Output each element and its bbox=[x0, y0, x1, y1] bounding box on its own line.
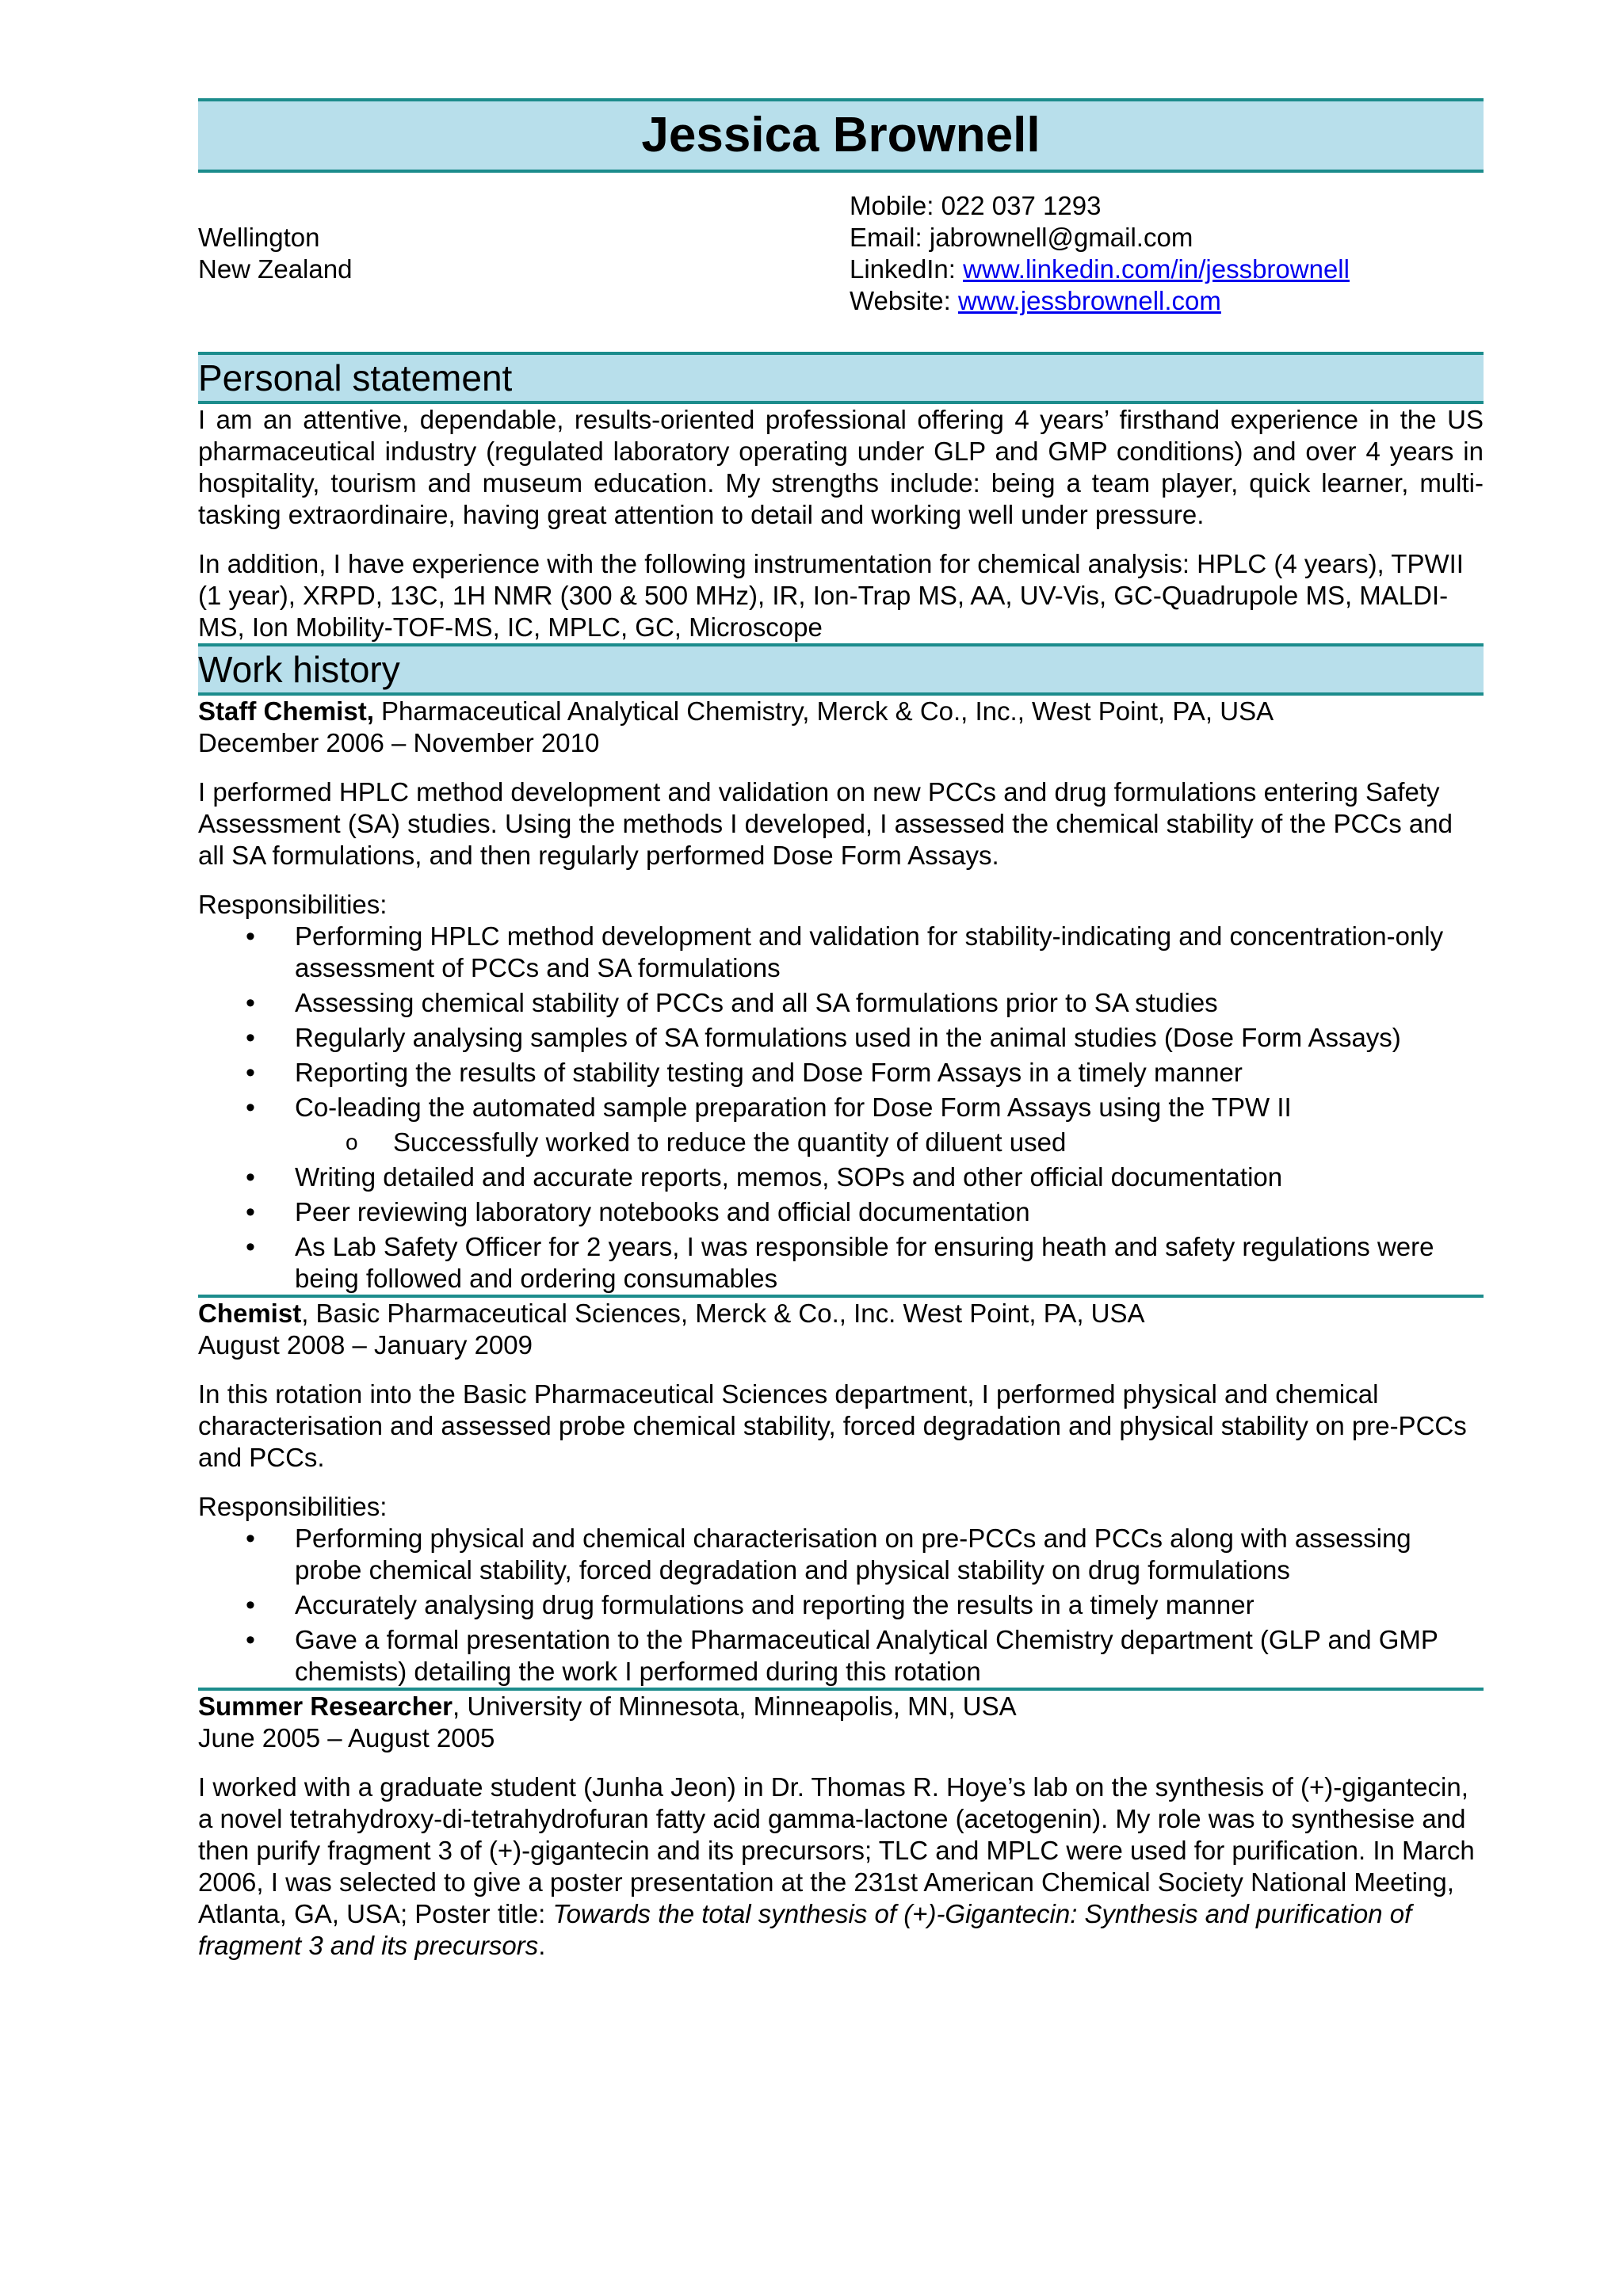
job-title: Summer Researcher bbox=[198, 1691, 453, 1721]
name-banner bbox=[198, 98, 1484, 173]
country: New Zealand bbox=[198, 254, 353, 284]
job-summary: In this rotation into the Basic Pharmaceutical Sciences department, I performed physical and chemical characterisation and assessed probe chemical stability, forced degradation and physical stability on pre-PCCs and PCCs. bbox=[198, 1379, 1467, 1472]
list-item: • As Lab Safety Officer for 2 years, I was responsible for ensuring heath and safety regulations were being followed and ordering consumables bbox=[198, 1231, 1484, 1295]
list-item: • Performing physical and chemical characterisation on pre-PCCs and PCCs along with assessing probe chemical stability, forced degradation and physical stability on drug formulations bbox=[198, 1523, 1484, 1586]
list-item: • Writing detailed and accurate reports, memos, SOPs and other official documentation bbox=[198, 1161, 1484, 1193]
instrumentation-text: In addition, I have experience with the following instrumentation for chemical analysis: HPLC (4 years), TPWII (1 year), XRPD, 13C, 1H NMR (300 & 500 MHz), IR, Ion-Trap MS, AA, UV-Vis, GC-Quadrupole MS, MALDI-MS, Ion Mobility-TOF-MS, IC, MPLC, GC, Microscope bbox=[198, 549, 1464, 642]
job-title-line bbox=[198, 696, 1484, 727]
list-item: • Peer reviewing laboratory notebooks and official documentation bbox=[198, 1196, 1484, 1228]
personal-statement-title: Personal statement bbox=[198, 357, 513, 399]
summary-end: . bbox=[538, 1931, 546, 1960]
list-item: • Reporting the results of stability testing and Dose Form Assays in a timely manner bbox=[198, 1057, 1484, 1089]
job-dates: June 2005 – August 2005 bbox=[198, 1723, 495, 1753]
job-organisation: , Basic Pharmaceutical Sciences, Merck & Co., Inc. West Point, PA, USA bbox=[301, 1299, 1145, 1328]
list-item: • Co-leading the automated sample preparation for Dose Form Assays using the TPW II bbox=[198, 1092, 1484, 1123]
job-dates: December 2006 – November 2010 bbox=[198, 728, 600, 757]
job-organisation: , University of Minnesota, Minneapolis, MN, USA bbox=[453, 1691, 1017, 1721]
contact-details bbox=[850, 190, 1484, 317]
list-item: • Assessing chemical stability of PCCs and all SA formulations prior to SA studies bbox=[198, 987, 1484, 1019]
job-title-line bbox=[198, 1691, 1484, 1722]
job-summary-text: I worked with a graduate student (Junha Jeon) in Dr. Thomas R. Hoye’s lab on the synthesis of (+)-gigantecin, a novel tetrahydroxy-di-tetrahydrofuran fatty acid gamma-lactone (acetogenin). My role was to synthesise and then purify fragment 3 of (+)-gigantecin and its precursors; TLC and MPLC were used for purification. In March 2006, I was selected to give a poster presentation at the 231st American Chemical Society National Meeting, Atlanta, GA, USA; Poster title: bbox=[198, 1772, 1475, 1928]
job-entry bbox=[198, 696, 1484, 1295]
responsibilities-list bbox=[198, 921, 1484, 1295]
website-label: Website: bbox=[850, 286, 951, 315]
job-title-line bbox=[198, 1298, 1484, 1329]
city: Wellington bbox=[198, 223, 320, 252]
website-link[interactable]: www.jessbrownell.com bbox=[957, 286, 1221, 315]
job-title: Staff Chemist, bbox=[198, 696, 374, 726]
job-title: Chemist bbox=[198, 1299, 302, 1328]
email-label: Email: bbox=[850, 223, 922, 252]
list-item: • Performing HPLC method development and validation for stability-indicating and concentration-only assessment of PCCs and SA formulations bbox=[198, 921, 1484, 984]
list-item: • Accurately analysing drug formulations and reporting the results in a timely manner bbox=[198, 1589, 1484, 1621]
responsibilities-label: Responsibilities: bbox=[198, 1492, 388, 1521]
work-history-heading bbox=[198, 643, 1484, 696]
website-line bbox=[850, 285, 1484, 317]
linkedin-link[interactable]: www.linkedin.com/in/jessbrownell bbox=[963, 254, 1350, 284]
linkedin-line bbox=[850, 254, 1484, 285]
resume-page bbox=[198, 98, 1484, 1962]
poster-title: Towards the total synthesis of (+)-Gigantecin: Synthesis and purification of fragment 3 and its precursors bbox=[198, 1899, 1412, 1960]
email-line bbox=[850, 222, 1484, 254]
job-dates: August 2008 – January 2009 bbox=[198, 1330, 533, 1360]
personal-statement-heading bbox=[198, 352, 1484, 404]
list-item: • Regularly analysing samples of SA formulations used in the animal studies (Dose Form Assays) bbox=[198, 1022, 1484, 1054]
mobile-label: Mobile: bbox=[850, 191, 934, 220]
personal-statement-text: I am an attentive, dependable, results-oriented professional offering 4 years’ firsthand experience in the US pharmaceutical industry (regulated laboratory operating under GLP and GMP conditions) and over 4 years in hospitality, tourism and museum education. My strengths include: being a team player, quick learner, multi-tasking extraordinaire, having great attention to detail and working well under pressure. bbox=[198, 405, 1484, 529]
responsibilities-label: Responsibilities: bbox=[198, 890, 388, 919]
job-summary: I performed HPLC method development and validation on new PCCs and drug formulations entering Safety Assessment (SA) studies. Using the methods I developed, I assessed the chemical stability of the PCCs and all SA formulations, and then regularly performed Dose Form Assays. bbox=[198, 777, 1453, 870]
mobile-number: 022 037 1293 bbox=[941, 191, 1102, 220]
candidate-name: Jessica Brownell bbox=[641, 108, 1041, 162]
job-entry bbox=[198, 1688, 1484, 1962]
job-entry bbox=[198, 1295, 1484, 1688]
list-item: • Gave a formal presentation to the Pharmaceutical Analytical Chemistry department (GLP and GMP chemists) detailing the work I performed during this rotation bbox=[198, 1624, 1484, 1688]
linkedin-label: LinkedIn: bbox=[850, 254, 956, 284]
job-organisation: Pharmaceutical Analytical Chemistry, Merck & Co., Inc., West Point, PA, USA bbox=[373, 696, 1274, 726]
responsibilities-list bbox=[198, 1523, 1484, 1688]
mobile-line bbox=[850, 190, 1484, 222]
sub-list-item: o Successfully worked to reduce the quantity of diluent used bbox=[198, 1127, 1484, 1158]
location bbox=[198, 190, 642, 317]
contact-block bbox=[198, 190, 1484, 317]
work-history-title: Work history bbox=[198, 649, 400, 690]
job-summary bbox=[198, 1772, 1484, 1962]
email-address: jabrownell@gmail.com bbox=[929, 223, 1193, 252]
